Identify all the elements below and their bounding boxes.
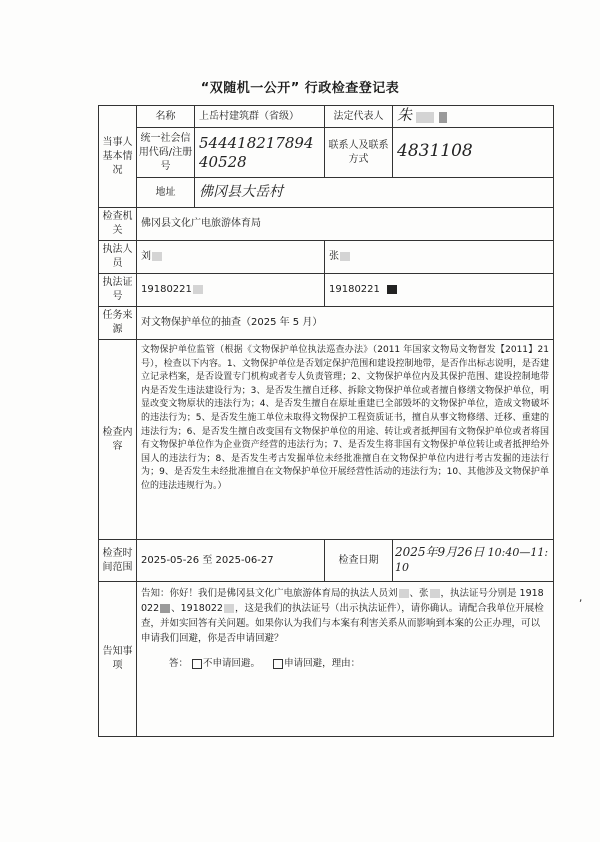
redaction-mark bbox=[160, 604, 170, 613]
officer-2: 张 bbox=[325, 241, 554, 274]
name-value: 上岳村建筑群（省级） bbox=[195, 106, 325, 128]
task-source-label: 任务来源 bbox=[99, 307, 137, 340]
inspection-date-value: 2025年9月26日 10:40—11:10 bbox=[393, 540, 554, 582]
redaction-mark bbox=[399, 589, 409, 598]
inspection-content-label: 检查内容 bbox=[99, 340, 137, 540]
no-recusal-checkbox[interactable] bbox=[192, 659, 202, 669]
legal-rep-value: 朱 bbox=[393, 106, 554, 128]
redaction-mark bbox=[152, 252, 162, 261]
redaction-mark bbox=[340, 252, 350, 261]
contact-value: 4831108 bbox=[393, 128, 554, 178]
contact-label: 联系人及联系方式 bbox=[325, 128, 393, 178]
legal-rep-label: 法定代表人 bbox=[325, 106, 393, 128]
redaction-mark bbox=[224, 604, 234, 613]
credit-code-label: 统一社会信用代码/注册号 bbox=[137, 128, 195, 178]
credit-code-value: 54441821789440528 bbox=[195, 128, 325, 178]
redaction-mark bbox=[416, 112, 434, 123]
redaction-mark bbox=[387, 285, 397, 294]
redaction-mark bbox=[430, 589, 440, 598]
recusal-answer: 答： 不申请回避。 申请回避，理由： bbox=[169, 658, 361, 669]
agency-label: 检查机关 bbox=[99, 208, 137, 241]
party-basic-info-label: 当事人基本情况 bbox=[99, 106, 137, 208]
task-source-value: 对文物保护单位的抽查（2025 年 5 月） bbox=[137, 307, 554, 340]
cert-label: 执法证号 bbox=[99, 274, 137, 307]
form-title: “双随机一公开” 行政检查登记表 bbox=[200, 81, 400, 96]
redaction-mark bbox=[193, 285, 203, 294]
redaction-mark bbox=[439, 112, 447, 123]
inspection-form-table bbox=[98, 105, 554, 737]
officers-label: 执法人员 bbox=[99, 241, 137, 274]
inspection-content-text: 文物保护单位监管（根据《文物保护单位执法巡查办法》（2011 年国家文物局文物督发【2011】21 号），检查以下内容。1、文物保护单位是否划定保护范围和建设控制地带，是否作出标志说明，是否建立记录档案，是否设置专门机构或者专人负责管理；2、文物保护单位内及其保护范围、建设控制地带内是否发生违法建设行为；3、是否发生擅自迁移、拆除文物保护单位或者擅自修缮文物保护单位，明显改变文物原状的违法行为；4、是否发生擅自在原址重建已全部毁坏的文物保护单位，造成文物破坏的违法行为；5、是否发生施工单位未取得文物保护工程资质证书，擅自从事文物修缮、迁移、重建的违法行为；6、是否发生擅自改变国有文物保护单位的用途、转让或者抵押国有文物保护单位或者将国有文物保护单位作为企业资产经营的违法行为；7、是否发生将非国有文物保护单位转让或者抵押给外国人的违法行为；8、是否发生考古发掘单位未经批准擅自在文物保护单位内进行考古发掘的违法行为；9、是否发生未经批准擅自在文物保护单位开展经营性活动的违法行为；10、其他涉及文物保护单位的违法违规行为。） bbox=[137, 340, 554, 540]
notice-text: 告知：你好！我们是佛冈县文化广电旅游体育局的执法人员刘 、张 ，执法证号分别是 1918022 、1918022 ，这是我们的执法证号（出示执法证件），请你确认。请配合我单位开展检查，并如实回答有关问题。如果你认为我们与本案有利害关系从而影响到本案的公正办理，可以申请我们回避，你是否申请回避？ 答： 不申请回避。 申请回避，理由： bbox=[137, 582, 554, 737]
officer-1: 刘 bbox=[137, 241, 325, 274]
period-range: 2025-05-26 至 2025-06-27 bbox=[137, 540, 325, 582]
recusal-checkbox[interactable] bbox=[273, 659, 283, 669]
address-label: 地址 bbox=[137, 178, 195, 208]
margin-mark: , bbox=[578, 594, 584, 604]
name-label: 名称 bbox=[137, 106, 195, 128]
cert-1: 19180221 bbox=[137, 274, 325, 307]
cert-2: 19180221 bbox=[325, 274, 554, 307]
address-value: 佛冈县大岳村 bbox=[195, 178, 554, 208]
inspection-date-label: 检查日期 bbox=[325, 540, 393, 582]
period-label: 检查时间范围 bbox=[99, 540, 137, 582]
notice-label: 告知事项 bbox=[99, 582, 137, 737]
agency-value: 佛冈县文化广电旅游体育局 bbox=[137, 208, 554, 241]
